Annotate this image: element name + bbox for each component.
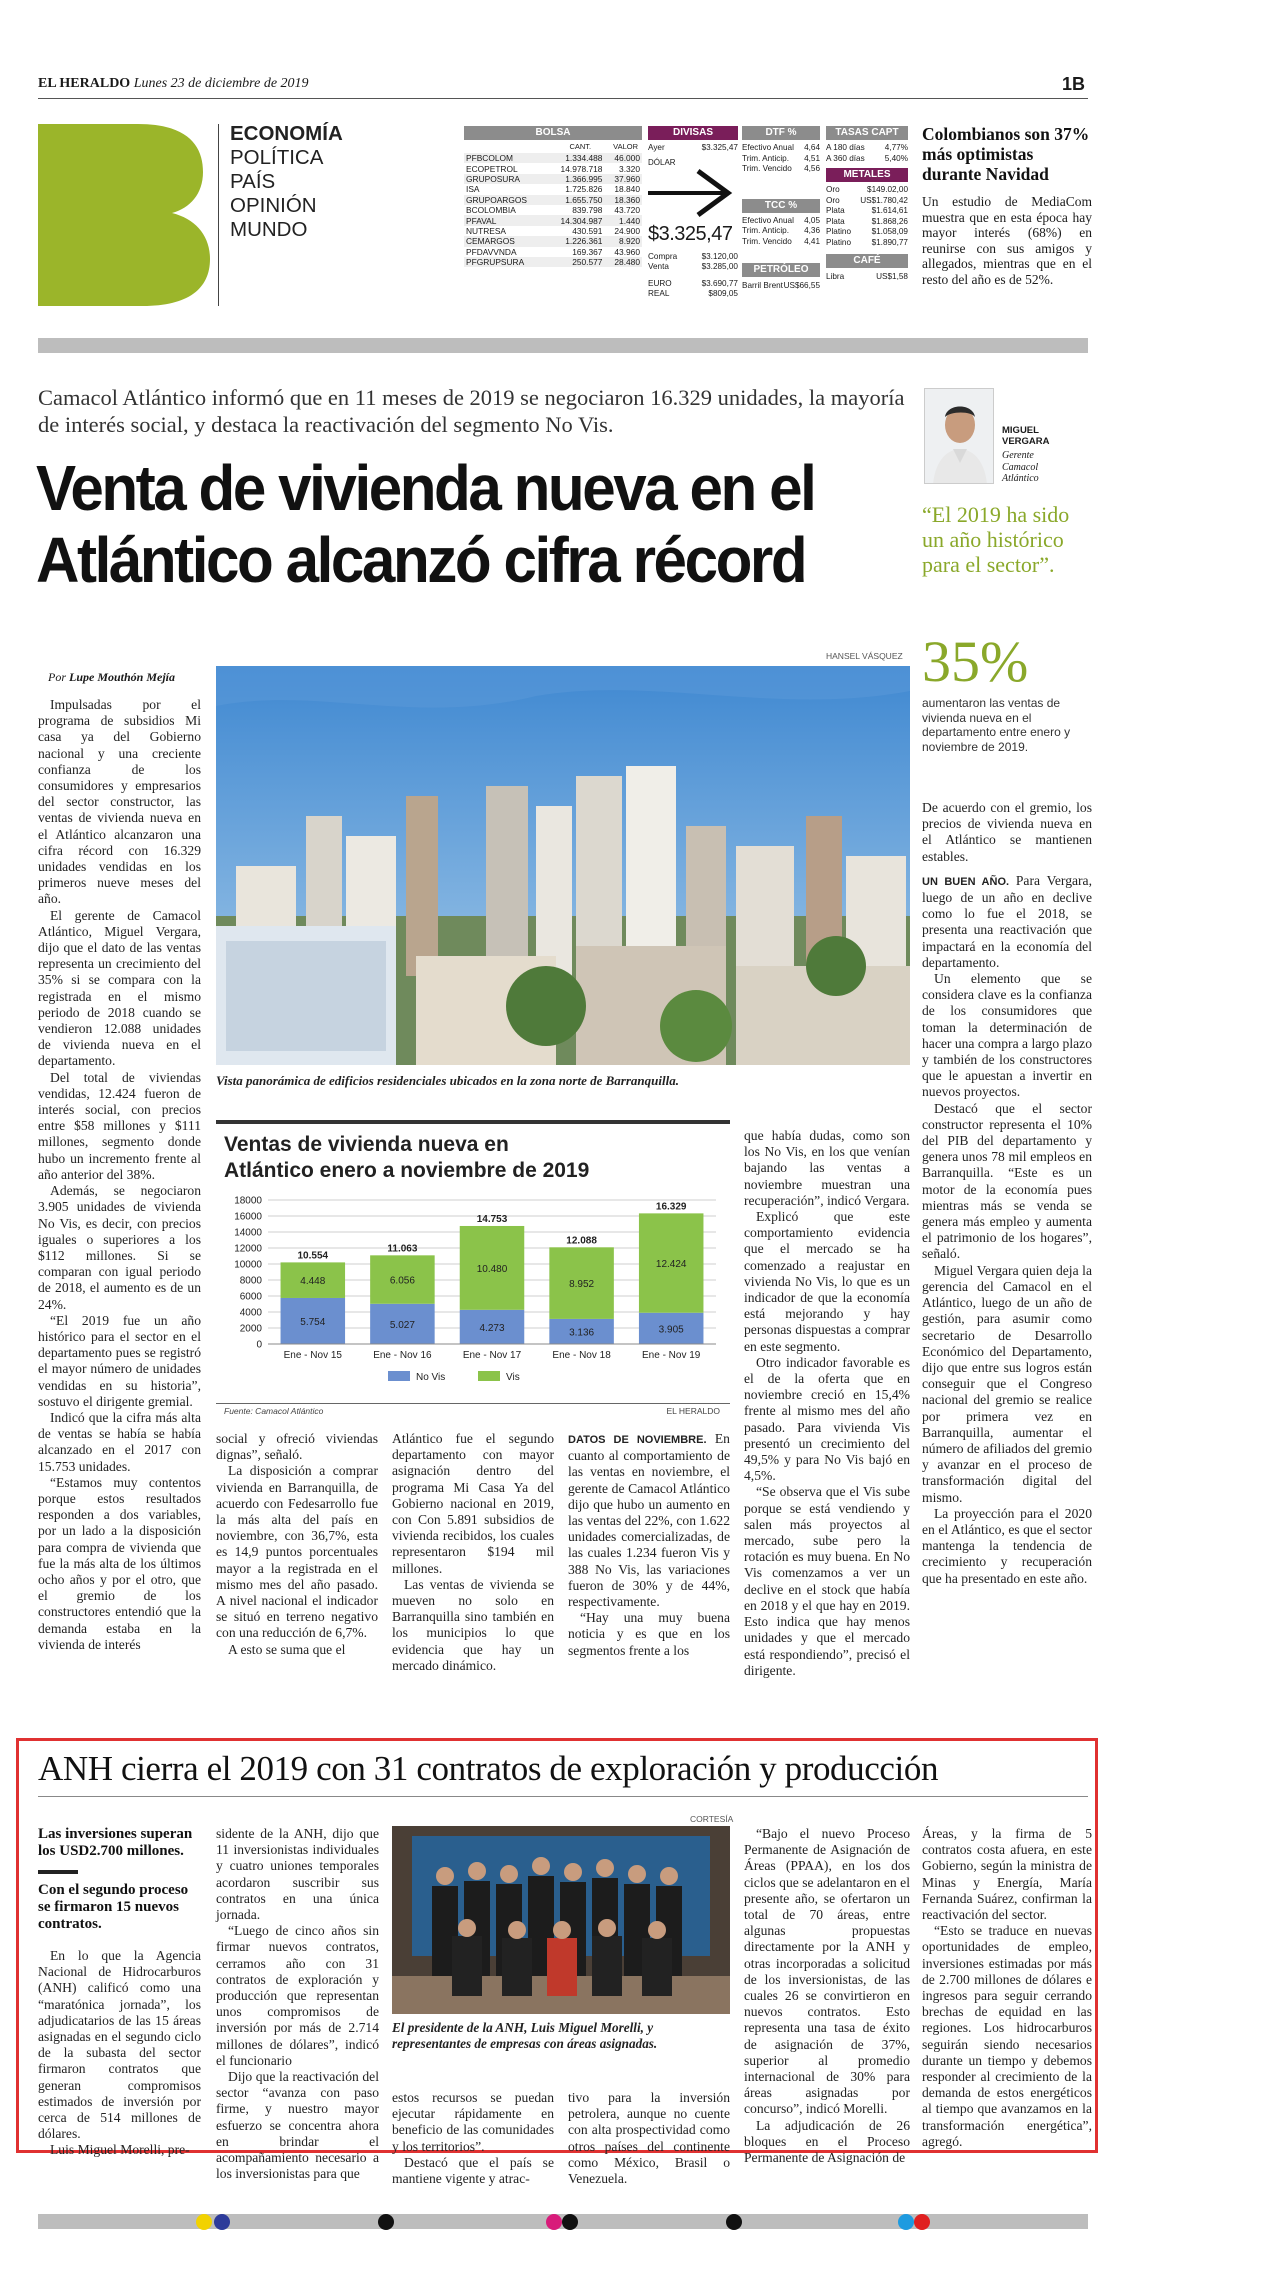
story-headline-line2: Atlántico alcanzó cifra récord: [36, 524, 806, 596]
bolsa-col-cant: CANT.: [569, 142, 592, 151]
metals-panel: [826, 126, 908, 283]
bolsa-value: 18.360: [614, 194, 640, 205]
y-tick-label: 10000: [234, 1259, 262, 1271]
bolsa-quantity: 430.591: [572, 225, 603, 236]
paragraph: Además, se negociaron 3.905 unidades de vivienda No Vis, es decir, con precios iguales o superiores a los $112 millones. Si se comparan con igual periodo de 2018, el aumento es de un 24%.: [38, 1183, 201, 1312]
bar-label-no-vis: 3.136: [569, 1327, 595, 1339]
bar-label-vis: 10.480: [476, 1263, 508, 1275]
y-tick-label: 16000: [234, 1211, 262, 1223]
metal-value: US$1.780,42: [860, 195, 908, 205]
metal-label: Platino: [826, 237, 852, 247]
anh-column-1: [38, 1948, 201, 2159]
bolsa-quantity: 250.577: [572, 257, 603, 268]
paragraph: A esto se suma que el: [228, 1641, 346, 1657]
brief-optimistas: [922, 124, 1092, 288]
registration-dot: [546, 2214, 562, 2230]
paragraph: sidente de la ANH, dijo que 11 inversionistas individuales y cuatro uniones temporales acordaron suscribir sus contratos en una única jornada.: [216, 1826, 379, 1923]
registration-dot: [214, 2214, 230, 2230]
section-item-politica[interactable]: POLÍTICA: [230, 146, 324, 169]
pull-quote: “El 2019 ha sido un año histórico para el sector”.: [922, 502, 1070, 577]
tcc-value: 4,41: [804, 236, 820, 246]
divisas-dolar-label: DÓLAR: [648, 157, 676, 167]
anh-column-2: [216, 1826, 379, 2182]
petroleo-label: Barril Brent: [742, 281, 783, 290]
divisas-compra-value: $3.120,00: [701, 251, 738, 261]
bar-total-label: 11.063: [387, 1243, 418, 1255]
y-tick-label: 8000: [239, 1275, 262, 1287]
paper-name: EL HERALDO: [38, 76, 131, 91]
bar-total-label: 16.329: [655, 1201, 687, 1213]
tcc-label: Efectivo Anual: [742, 215, 794, 225]
anh-column-6: [922, 1826, 1092, 2150]
page-number: 1B: [1062, 74, 1086, 94]
registration-dot: [726, 2214, 742, 2230]
chart-bottom-rule: [216, 1403, 730, 1404]
bolsa-value: 43.720: [614, 205, 640, 216]
bolsa-quantity: 14.978.718: [560, 163, 603, 174]
tasas-label: A 360 días: [826, 153, 865, 163]
right-paragraph: Miguel Vergara quien deja la gerencia del Camacol en el Atlántico, luego de un año de gestión, para asumir como secretario de Desarrollo Económico del Departamento, dijo que entre sus logros están conseguir que el Congreso nacional del gremio se realice por primera vez en Barranquilla, aumentar el número de afiliados del gremio y avanzar en el proceso de transformación digital del mismo.: [922, 1262, 1092, 1505]
dtf-label: Trim. Anticip.: [742, 153, 790, 163]
photo-credit: HANSEL VÁSQUEZ: [826, 651, 903, 661]
bolsa-quantity: 1.366.995: [565, 173, 603, 184]
bolsa-ticker: GRUPOARGOS: [466, 194, 527, 205]
bolsa-row: [464, 163, 642, 173]
paragraph: Dijo que la reactivación del sector “avanza con paso firme, y nuestro mayor esfuerzo se concentra ahora en brindar el acompañamiento necesario a los inversionistas para que: [216, 2069, 379, 2182]
bolsa-ticker: ECOPETROL: [466, 163, 518, 174]
anh-photo: [392, 1826, 730, 2014]
paragraph: Áreas, y la firma de 5 contratos costa afuera, en este Gobierno, según la ministra de Minas y Energía, María Fernanda Suárez, confirman la reactivación del sector.: [922, 1826, 1092, 1923]
col4-paragraph: En cuanto al comportamiento de las ventas en noviembre, el gerente de Camacol Atlántico dijo que hubo un aumento en las ventas del 22%, con 1.622 unidades comercializadas, de las cuales 1.234 fueron Vis y 388 No Vis, las variaciones fueron de 30% y de 44%, respectivamente.: [568, 1431, 730, 1610]
bolsa-row: [464, 195, 642, 205]
cafe-label: Libra: [826, 272, 845, 281]
city-photo: [216, 666, 910, 1065]
bolsa-row: [464, 257, 642, 267]
cafe-title: CAFÉ: [826, 254, 908, 268]
chart-plot: [216, 1194, 730, 1394]
right-lead: UN BUEN AÑO.: [922, 875, 1010, 888]
bolsa-ticker: PFDAVVNDA: [466, 246, 517, 257]
bolsa-value: 43.960: [614, 246, 640, 257]
anh-headline[interactable]: ANH cierra el 2019 con 31 contratos de exploración y producción: [38, 1749, 939, 1788]
y-tick-label: 18000: [234, 1195, 262, 1207]
brief-headline[interactable]: Colombianos son 37% más optimistas durante Navidad: [922, 124, 1090, 184]
bolsa-title: BOLSA: [464, 126, 642, 140]
tasas-value: 5,40%: [884, 153, 908, 163]
tasas-label: A 180 días: [826, 143, 865, 152]
registration-dot: [562, 2214, 578, 2230]
issue-date: Lunes 23 de diciembre de 2019: [133, 76, 309, 91]
dtf-title: DTF %: [742, 126, 820, 140]
bolsa-col-valor: VALOR: [613, 142, 638, 151]
story-column-right: [922, 800, 1092, 1587]
paragraph: Luis Miguel Morelli, pre-: [50, 2142, 190, 2158]
stat-caption: aumentaron las ventas de vivienda nueva en el departamento entre enero y noviembre de 2019.: [922, 696, 1071, 754]
profile-name-line1: MIGUEL: [1002, 425, 1039, 436]
section-divider: [218, 124, 219, 306]
bar-label-vis: 12.424: [655, 1259, 687, 1271]
sales-chart: [216, 1120, 730, 1420]
anh-highlight-2: Con el segundo proceso se firmaron 15 nuevos contratos.: [38, 1882, 189, 1932]
bolsa-ticker: ISA: [466, 184, 480, 195]
paragraph: “Bajo el nuevo Proceso Permanente de Asignación de Áreas (PPAA), en los dos ciclos que se adelantaron en el presente año, se ofertaron un total de 70 áreas, entre algunas propuestas directamente por la ANH y otras incorporadas a solicitud de los inversionistas, de las cuales 26 se convirtieron en nuevos contratos. Esto representa una tasa de éxito de asignación de 37%, superior al promedio internacional de 30% para áreas asignadas por concurso”, indicó Morelli.: [744, 1826, 910, 2117]
metales-title: METALES: [826, 168, 908, 182]
paragraph: “Esto se traduce en nuevas oportunidades de empleo, inversiones estimadas por más de 2.700 millones de dólares e ingresos para seguir cerrando brechas de equidad en las regiones. Los hidrocarburos seguirán siendo necesarios durante un tiempo y debemos responder al crecimiento de la demanda de estos energéticos al tiempo que avanzamos en la transformación energética”, agregó.: [922, 1923, 1092, 2149]
registration-dot: [378, 2214, 394, 2230]
divisas-ayer-value: $3.325,47: [701, 143, 738, 152]
bolsa-row: [464, 184, 642, 194]
chart-top-rule: [216, 1120, 730, 1124]
divisas-euro-label: EURO: [648, 278, 672, 288]
bolsa-row: [464, 236, 642, 246]
tcc-value: 4,05: [804, 215, 820, 225]
right-paragraph: La proyección para el 2020 en el Atlántico, es que el sector mantenga la tendencia de crecimiento y recuperación que ha presentado en este año.: [922, 1505, 1092, 1586]
divisas-venta-value: $3.285,00: [701, 262, 738, 271]
section-item-pais[interactable]: PAÍS: [230, 170, 276, 193]
section-item-mundo[interactable]: MUNDO: [230, 218, 308, 241]
bolsa-row: [464, 205, 642, 215]
right-paragraph: Destacó que el sector constructor representa el 10% del PIB del departamento y genera unos 78 mil empleos en Barranquilla. “Este es un motor de la economía pues mientras más se venda se genera más empleo y aumenta el patrimonio de los hogares”, señaló.: [922, 1100, 1092, 1262]
anh-rule: [38, 1796, 1088, 1797]
profile-name-line2: VERGARA: [1002, 435, 1050, 447]
story-column-4: [568, 1431, 730, 1659]
bolsa-row: [464, 174, 642, 184]
y-tick-label: 2000: [239, 1323, 262, 1335]
story-column-5: [744, 1128, 910, 1679]
paragraph: “Estamos muy contentos porque estos resultados responden a dos variables, por un lado a la disposición para compra de vivienda que fue la más alta de los últimos ocho años y por el otro, que el gremio de los constructores entendió que la demanda estaba en la vivienda de interés: [38, 1474, 201, 1652]
legend-swatch-vis: [478, 1371, 500, 1381]
section-letter-logo: [38, 124, 210, 306]
bar-label-no-vis: 3.905: [658, 1324, 684, 1336]
metal-label: Plata: [826, 216, 845, 226]
anh-highlights: [38, 1826, 201, 1933]
paragraph: El gerente de Camacol Atlántico, Miguel Vergara, dijo que el dato de las ventas representa un crecimiento del 35% si se compara con la registrada en el mismo periodo de 2018 cuando se vendieron 12.088 unidades de vivienda nueva en el departamento.: [38, 907, 201, 1069]
bolsa-row: [464, 247, 642, 257]
paragraph: Explicó que este comportamiento evidencia que el mercado se ha comenzado a reajustar en vivienda No Vis, lo que es un indicador de que la economía está mejorando y hay personas dispuestas a comprar en este segmento.: [744, 1209, 910, 1354]
divisas-panel: [648, 126, 738, 300]
paragraph: “Se observa que el Vis sube porque se está vendiendo y salen más proyectos al mercado, sube pero la rotación es muy buena. En No Vis comenzamos a ver un declive en el stock que había en 2018 y el que hay en 2019. Esto indica que hay menos unidades y que el mercado está respondiendo”, precisó el dirigente.: [744, 1484, 910, 1678]
divisas-euro-value: $3.690,77: [701, 278, 738, 288]
chart-brand: EL HERALDO: [666, 1406, 720, 1416]
bolsa-value: 46.000: [614, 153, 640, 164]
legend-label-vis: Vis: [506, 1372, 520, 1383]
cafe-value: US$1,58: [876, 272, 908, 281]
tasas-value: 4,77%: [884, 143, 908, 152]
bolsa-quantity: 1.226.361: [565, 236, 603, 247]
metal-label: Oro: [826, 185, 840, 194]
petroleo-value: US$66,55: [783, 281, 820, 290]
metal-value: $1.890,77: [871, 237, 908, 247]
tcc-value: 4,36: [804, 226, 820, 235]
tcc-label: Trim. Anticip.: [742, 226, 790, 235]
metal-label: Platino: [826, 227, 852, 236]
highlight-separator: [38, 1870, 78, 1874]
story-deck: Camacol Atlántico informó que en 11 meses de 2019 se negociaron 16.329 unidades, la mayoría de interés social, y destaca la reactivación del segmento No Vis.: [38, 385, 905, 437]
right-paragraph: Para Vergara, luego de un año en declive como lo fue el 2018, se presenta una reactivación que impactará en la economía del departamento.: [922, 872, 1092, 970]
anh-paragraph: tivo para la inversión petrolera, aunque no cuente con alta prospectividad como otros países del continente como México, Brasil o Venezuela.: [568, 2090, 730, 2187]
divisas-title: DIVISAS: [648, 126, 738, 140]
profile-role: [1002, 450, 1039, 485]
registration-dot: [914, 2214, 930, 2230]
y-tick-label: 12000: [234, 1243, 262, 1255]
masthead: [38, 76, 309, 92]
x-tick-label: Ene - Nov 18: [552, 1350, 611, 1361]
bolsa-ticker: PFAVAL: [466, 215, 497, 226]
bar-total-label: 12.088: [566, 1235, 597, 1247]
bar-total-label: 14.753: [476, 1213, 508, 1225]
tasas-title: TASAS CAPT: [826, 126, 908, 140]
section-separator: [38, 338, 1088, 353]
bolsa-value: 24.900: [614, 225, 640, 236]
dtf-value: 4,64: [804, 143, 820, 152]
metal-value: $1.868,26: [871, 216, 908, 226]
header-rule: [38, 98, 1088, 99]
dtf-value: 4,56: [804, 164, 820, 173]
bolsa-row: [464, 215, 642, 225]
y-tick-label: 6000: [239, 1291, 262, 1303]
y-tick-label: 4000: [239, 1307, 262, 1319]
dtf-value: 4,51: [804, 153, 820, 163]
bar-label-no-vis: 4.273: [479, 1322, 505, 1334]
anh-column-5: [744, 1826, 910, 2166]
registration-dot: [196, 2214, 212, 2230]
x-tick-label: Ene - Nov 15: [283, 1350, 342, 1361]
chart-source: Fuente: Camacol Atlántico: [224, 1406, 324, 1416]
col4-lead: DATOS DE NOVIEMBRE.: [568, 1434, 707, 1446]
bolsa-panel: [464, 126, 642, 267]
story-headline-line1: Venta de vivienda nueva en el: [36, 452, 815, 524]
stat-figure: 35%: [922, 629, 1029, 694]
bolsa-quantity: 839.798: [572, 205, 603, 216]
tcc-title: TCC %: [742, 199, 820, 213]
legend-swatch-no-vis: [388, 1371, 410, 1381]
brief-body: Un estudio de MediaCom muestra que en esta época hay mayor interés (68%) en reunirse con sus amigos y allegados, mientras que en el resto del año es de 52%.: [922, 194, 1092, 287]
divisas-real-value: $809,05: [708, 289, 738, 298]
profile-role-line2: Camacol: [1002, 461, 1039, 473]
story-headline[interactable]: [36, 452, 863, 596]
bolsa-value: 1.440: [619, 215, 640, 226]
x-tick-label: Ene - Nov 19: [642, 1350, 701, 1361]
chart-title: [224, 1132, 589, 1184]
legend-label-no-vis: No Vis: [416, 1372, 446, 1383]
bolsa-ticker: CEMARGOS: [466, 236, 515, 247]
section-item-economia[interactable]: ECONOMÍA: [230, 122, 343, 145]
paragraph: “Luego de cinco años sin firmar nuevos contratos, cerramos año con 31 contratos de exploración y producción que representan unos compromisos de inversión por más de 2.714 millones de dólares”, indicó el funcionario: [216, 1923, 379, 2068]
photo-caption: Vista panorámica de edificios residenciales ubicados en la zona norte de Barranquilla.: [216, 1073, 679, 1088]
bar-total-label: 10.554: [297, 1250, 329, 1262]
section-nav: [230, 122, 343, 242]
bolsa-value: 8.920: [619, 236, 640, 247]
bolsa-value: 37.960: [614, 173, 640, 184]
bolsa-quantity: 1.655.750: [565, 194, 603, 205]
bolsa-quantity: 169.367: [572, 246, 603, 257]
metal-label: Plata: [826, 206, 845, 215]
dtf-label: Efectivo Anual: [742, 143, 794, 152]
divisas-compra-label: Compra: [648, 251, 678, 261]
metal-value: $1.058,09: [871, 227, 908, 236]
section-item-opinion[interactable]: OPINIÓN: [230, 194, 317, 217]
paragraph: Otro indicador favorable es el de la oferta que en noviembre creció en 15,4% frente al mismo mes del año pasado. Para vivienda Vis presentó un crecimiento del 49,5% y para No Vis bajó en 4,5%.: [744, 1354, 910, 1484]
story-column-2: [216, 1431, 378, 1658]
anh-photo-credit: CORTESÍA: [690, 1814, 734, 1824]
registration-dot: [898, 2214, 914, 2230]
anh-column-4: [568, 2090, 730, 2187]
bar-label-vis: 6.056: [389, 1275, 415, 1287]
chart-title-line1: Ventas de vivienda nueva en: [224, 1133, 509, 1156]
x-tick-label: Ene - Nov 16: [373, 1350, 432, 1361]
petroleo-title: PETRÓLEO: [742, 263, 820, 277]
paragraph: La disposición a comprar vivienda en Barranquilla, de acuerdo con Fedesarrollo fue la más alta del país en noviembre, con 36,7%, esta es 14,9 puntos porcentuales mayor a la registrada en el mismo mes del año pasado. A nivel nacional el indicador se situó en terreno negativo con una reducción de 6,7%.: [216, 1463, 378, 1641]
bolsa-ticker: PFGRUPSURA: [466, 257, 525, 268]
bolsa-ticker: BCOLOMBIA: [466, 205, 516, 216]
bolsa-row: [464, 226, 642, 236]
paragraph: En lo que la Agencia Nacional de Hidrocarburos (ANH) calificó como una “maratónica jornada”, los adjudicatarios de las 15 áreas asignadas en el segundo ciclo de la subasta del sector firmaron contratos que generan compromisos estimados de inversión por cerca de 514 millones de dólares.: [38, 1948, 201, 2142]
divisas-big-value: $3.325,47: [648, 222, 733, 245]
arrow-right-icon: [648, 167, 738, 223]
paragraph: La adjudicación de 26 bloques en el Proceso Permanente de Asignación de: [744, 2117, 910, 2166]
x-tick-label: Ene - Nov 17: [462, 1350, 522, 1361]
metal-value: $1.614,61: [871, 206, 908, 215]
bolsa-table: [464, 153, 642, 267]
profile-photo: [924, 388, 994, 484]
paragraph: Las ventas de vivienda se mueven no solo en Barranquilla sino también en los municipios lo que evidencia que hay un mercado dinámico.: [392, 1576, 554, 1673]
bolsa-quantity: 14.304.987: [560, 215, 603, 226]
bolsa-ticker: NUTRESA: [466, 225, 507, 236]
y-tick-label: 14000: [234, 1227, 262, 1239]
anh-paragraph: estos recursos se puedan ejecutar rápidamente en beneficio de las comunidades y los territorios”.: [392, 2090, 554, 2154]
byline: [48, 670, 175, 685]
bolsa-quantity: 1.725.826: [565, 184, 603, 195]
bar-label-no-vis: 5.027: [389, 1319, 415, 1331]
paragraph: “El 2019 fue un año histórico para el sector en el departamento pues se registró el mayor número de unidades vendidas en su historia”, sostuvo el dirigente gremial.: [38, 1312, 201, 1409]
divisas-ayer-label: Ayer: [648, 143, 665, 152]
rates-panel: [742, 126, 820, 292]
byline-name: Lupe Mouthón Mejía: [69, 670, 176, 684]
profile-role-line3: Atlántico: [1002, 473, 1039, 484]
byline-prefix: Por: [48, 670, 66, 684]
right-paragraph: Un elemento que se considera clave es la confianza de los consumidores que toman la determinación de hacer una compra a largo plazo y también de los constructores que le apuestan a invertir en nuevos proyectos.: [922, 971, 1092, 1100]
bar-label-vis: 8.952: [569, 1279, 595, 1291]
paragraph: Indicó que la cifra más alta de ventas se había se había alcanzado en el 2017 con 15.753 unidades.: [38, 1409, 201, 1474]
profile-name: [1002, 426, 1050, 447]
bar-label-vis: 4.448: [300, 1276, 326, 1288]
story-column-3: [392, 1431, 554, 1674]
anh-photo-caption: El presidente de la ANH, Luis Miguel Morelli, y representantes de empresas con áreas asignadas.: [392, 2020, 658, 2051]
chart-title-line2: Atlántico enero a noviembre de 2019: [224, 1159, 590, 1182]
bolsa-row: [464, 153, 642, 163]
divisas-venta-label: Venta: [648, 262, 669, 271]
bolsa-quantity: 1.334.488: [565, 153, 603, 164]
anh-highlight-1: Las inversiones superan los USD2.700 millones.: [38, 1826, 193, 1859]
dtf-label: Trim. Vencido: [742, 164, 792, 173]
paragraph: Atlántico fue el segundo departamento con mayor asignación dentro del programa Mi Casa Ya del Gobierno nacional en 2019, con Con 5.891 subsidios de vivienda recibidos, los cuales representaron $194 mil millones.: [392, 1431, 554, 1576]
paragraph: Impulsadas por el programa de subsidios Mi casa ya del Gobierno nacional y una creciente confianza de los consumidores y empresarios del sector constructor, las ventas de vivienda nueva en el Atlántico alcanzaron una cifra récord con 16.329 unidades vendidas en los primeros nueve meses del año.: [38, 697, 201, 907]
divisas-real-label: REAL: [648, 289, 670, 298]
anh-column-3: [392, 2090, 554, 2187]
metal-value: $149.02,00: [867, 185, 908, 194]
tcc-label: Trim. Vencido: [742, 236, 792, 246]
paragraph: Del total de viviendas vendidas, 12.424 fueron de interés social, con precios entre $58 millones y $111 millones, segmento donde hubo un incremento frente al año anterior del 38%.: [38, 1069, 201, 1182]
profile-role-line1: Gerente: [1002, 450, 1034, 461]
story-column-1: [38, 697, 201, 1653]
bolsa-value: 18.840: [614, 184, 640, 195]
bolsa-ticker: GRUPOSURA: [466, 173, 520, 184]
paragraph: que había dudas, como son los No Vis, en los que venían bajando las ventas a noviembre muestran una recuperación”, indicó Vergara.: [744, 1128, 910, 1208]
right-paragraph: De acuerdo con el gremio, los precios de vivienda nueva en el Atlántico se mantienen estables.: [922, 800, 1092, 864]
anh-paragraph: Destacó que el país se mantiene vigente y atrac-: [392, 2154, 554, 2187]
metal-label: Oro: [826, 195, 840, 205]
bolsa-value: 28.480: [614, 257, 640, 268]
bolsa-value: 3.320: [619, 163, 640, 174]
bar-label-no-vis: 5.754: [300, 1316, 326, 1328]
paragraph: social y ofreció viviendas dignas”, señaló.: [216, 1431, 378, 1463]
bolsa-ticker: PFBCOLOM: [466, 153, 513, 164]
col4-paragraph: “Hay una muy buena noticia y es que en los segmentos frente a los: [568, 1610, 730, 1658]
y-tick-label: 0: [256, 1339, 262, 1351]
